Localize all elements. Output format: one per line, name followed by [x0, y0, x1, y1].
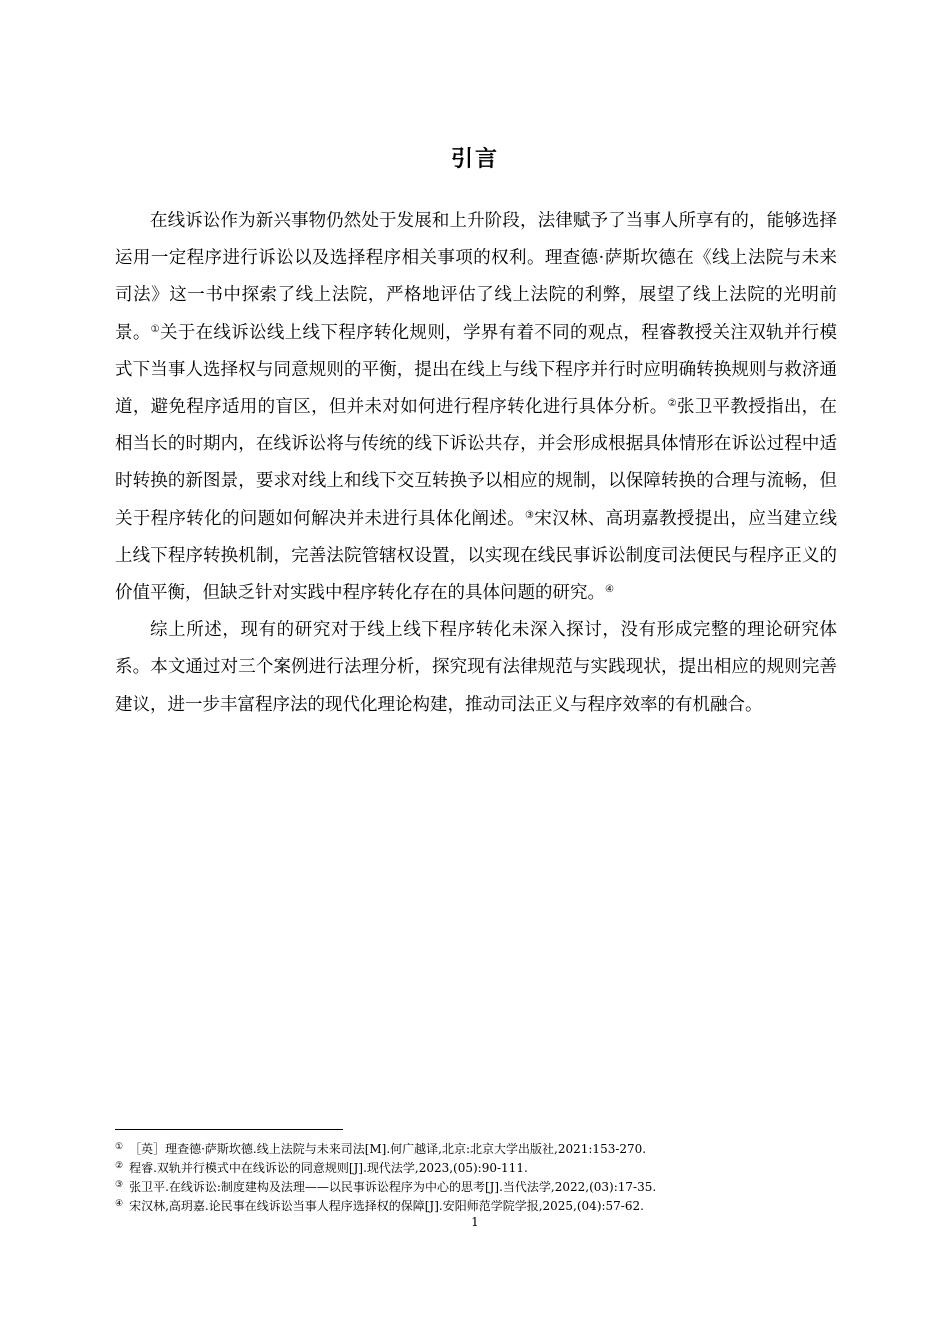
footnote-ref-4[interactable]: ④	[605, 584, 614, 596]
footnote-item	[115, 1158, 855, 1177]
footnote-text: 程睿.双轨并行模式中在线诉讼的同意规则[J].现代法学,2023,(05):90-111.	[129, 1161, 528, 1175]
page-number: 1	[471, 1215, 479, 1229]
paragraph-1-segment-1: 在线诉讼作为新兴事物仍然处于发展和上升阶段，法律赋予了当事人所享有的，能够选择运用一定程序进行诉讼以及选择程序相关事项的权利。理查德·萨斯坎德在《线上法院与未来司法》这一书中探索了线上法院，严格地评估了线上法院的利弊，展望了线上法院的光明前景。	[115, 211, 837, 343]
paragraph-1-segment-3: 张卫平教授指出，在相当长的时期内，在线诉讼将与传统的线下诉讼共存，并会形成根据具体情形在诉讼过程中适时转换的新图景，要求对线上和线下交互转换予以相应的规制，以保障转换的合理与流畅，但关于程序转化的问题如何解决并未进行具体化阐述。	[115, 397, 838, 529]
footnote-ref-2[interactable]: ②	[667, 398, 677, 410]
paragraph-literature-review	[115, 203, 837, 612]
footnote-item	[115, 1196, 855, 1215]
footnotes	[115, 1139, 855, 1215]
footnote-text: 宋汉林,高玥嘉.论民事在线诉讼当事人程序选择权的保障[J].安阳师范学院学报,2025,(04):57-62.	[129, 1199, 644, 1213]
footnote-item	[115, 1139, 855, 1158]
footnote-mark: ①	[115, 1142, 124, 1152]
section-heading: 引言	[450, 147, 499, 172]
footnote-mark: ③	[115, 1180, 124, 1190]
footnote-ref-3[interactable]: ③	[525, 509, 535, 521]
footnote-mark: ②	[115, 1161, 124, 1171]
paragraph-summary: 综上所述，现有的研究对于线上线下程序转化未深入探讨，没有形成完整的理论研究体系。本文通过对三个案例进行法理分析，探究现有法律规范与实践现状，提出相应的规则完善建议，进一步丰富程序法的现代化理论构建，推动司法正义与程序效率的有机融合。	[115, 620, 837, 715]
paragraph-1-segment-2: 关于在线诉讼线上线下程序转化规则，学界有着不同的观点，程睿教授关注双轨并行模式下当事人选择权与同意规则的平衡，提出在线上与线下程序并行时应明确转换规则与救济通道，避免程序适用的盲区，但并未对如何进行程序转化进行具体分析。	[115, 322, 838, 418]
body-text	[115, 203, 837, 724]
footnote-ref-1[interactable]: ①	[150, 323, 160, 335]
footnote-item	[115, 1177, 855, 1196]
footnote-text: 张卫平.在线诉讼:制度建构及法理——以民事诉讼程序为中心的思考[J].当代法学,2022,(03):17-35.	[129, 1180, 657, 1194]
paragraph-1-segment-4: 宋汉林、高玥嘉教授提出，应当建立线上线下程序转换机制，完善法院管辖权设置，以实现在线民事诉讼制度司法便民与程序正义的价值平衡，但缺乏针对实践中程序转化存在的具体问题的研究。	[115, 508, 838, 604]
footnote-divider	[115, 1129, 343, 1130]
footnote-mark: ④	[115, 1199, 124, 1209]
footnote-text: ［英］理查德·萨斯坎德.线上法院与未来司法[M].何广越译,北京:北京大学出版社,2021:153-270.	[129, 1142, 647, 1156]
